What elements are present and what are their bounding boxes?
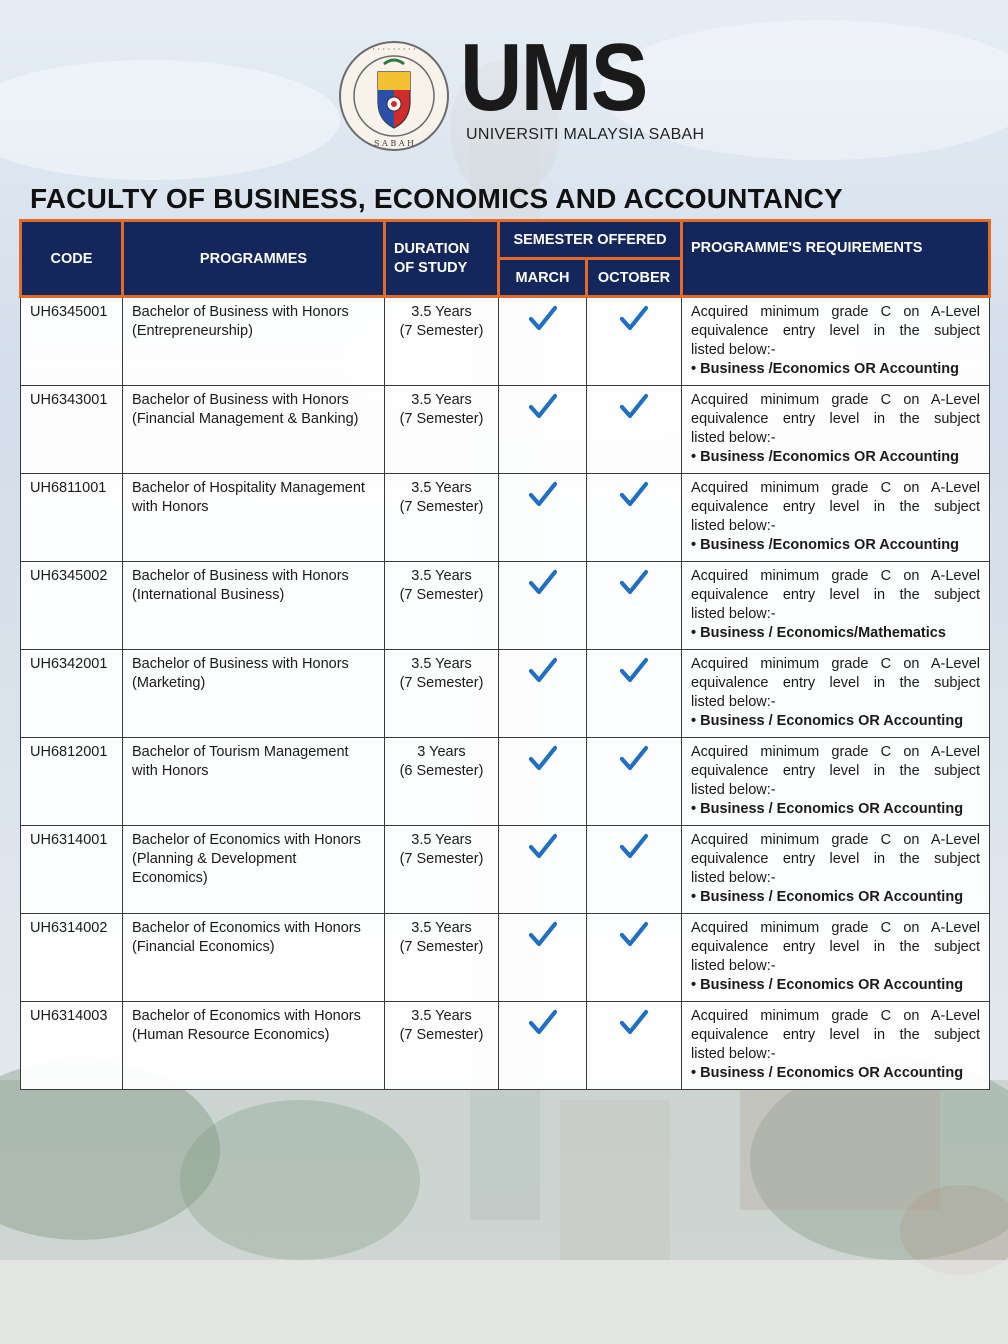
duration-years: 3.5 Years bbox=[411, 1008, 472, 1024]
october-checkmark-icon bbox=[619, 480, 649, 510]
programme-code: UH6345001 bbox=[21, 297, 123, 386]
duration-semesters: (7 Semester) bbox=[399, 587, 484, 603]
duration-semesters: (7 Semester) bbox=[399, 499, 484, 515]
march-checkmark-icon bbox=[528, 920, 558, 950]
requirement-line: equivalence entry level in the subject bbox=[691, 939, 981, 955]
requirement-line: equivalence entry level in the subject bbox=[691, 323, 981, 339]
programme-code: UH6812001 bbox=[21, 738, 123, 826]
required-subjects: • Business / Economics OR Accounting bbox=[691, 1065, 964, 1081]
header-duration-label: DURATION OF STUDY bbox=[394, 240, 470, 276]
table-row bbox=[21, 650, 990, 738]
programme-name: Bachelor of Hospitality Management with Honors bbox=[123, 474, 385, 562]
requirements-cell bbox=[682, 738, 990, 826]
requirement-line: listed below:- bbox=[691, 782, 776, 798]
requirement-line: listed below:- bbox=[691, 342, 776, 358]
header-october: OCTOBER bbox=[587, 259, 682, 297]
october-checkmark-icon bbox=[619, 1008, 649, 1038]
required-subjects: • Business /Economics OR Accounting bbox=[691, 449, 960, 465]
table-row bbox=[21, 914, 990, 1002]
march-offered-cell bbox=[499, 297, 587, 386]
requirement-line: Acquired minimum grade C on A-Level bbox=[691, 480, 981, 496]
requirement-line: equivalence entry level in the subject bbox=[691, 675, 981, 691]
table-row bbox=[21, 386, 990, 474]
table-row bbox=[21, 826, 990, 914]
october-checkmark-icon bbox=[619, 304, 649, 334]
october-offered-cell bbox=[587, 826, 682, 914]
requirement-line: listed below:- bbox=[691, 518, 776, 534]
october-offered-cell bbox=[587, 297, 682, 386]
requirement-line: Acquired minimum grade C on A-Level bbox=[691, 920, 981, 936]
october-offered-cell bbox=[587, 650, 682, 738]
required-subjects: • Business / Economics OR Accounting bbox=[691, 889, 964, 905]
requirement-line: listed below:- bbox=[691, 694, 776, 710]
requirement-line: equivalence entry level in the subject bbox=[691, 587, 981, 603]
duration-cell bbox=[385, 914, 499, 1002]
programme-name: Bachelor of Economics with Honors (Financial Economics) bbox=[123, 914, 385, 1002]
march-offered-cell bbox=[499, 826, 587, 914]
duration-semesters: (7 Semester) bbox=[399, 851, 484, 867]
programme-name: Bachelor of Business with Honors (Marketing) bbox=[123, 650, 385, 738]
header-semester-offered: SEMESTER OFFERED bbox=[499, 221, 682, 259]
october-checkmark-icon bbox=[619, 392, 649, 422]
october-checkmark-icon bbox=[619, 832, 649, 862]
requirement-line: listed below:- bbox=[691, 430, 776, 446]
svg-text:· · · · · · · · ·: · · · · · · · · · bbox=[372, 45, 416, 54]
ums-subtitle: UNIVERSITI MALAYSIA SABAH bbox=[466, 126, 705, 143]
faculty-title: FACULTY OF BUSINESS, ECONOMICS AND ACCOUNTANCY bbox=[30, 183, 843, 214]
duration-years: 3.5 Years bbox=[411, 568, 472, 584]
duration-cell bbox=[385, 738, 499, 826]
october-offered-cell bbox=[587, 1002, 682, 1090]
duration-years: 3.5 Years bbox=[411, 392, 472, 408]
svg-text:S A B A H: S A B A H bbox=[373, 139, 415, 148]
duration-years: 3.5 Years bbox=[411, 304, 472, 320]
programme-code: UH6811001 bbox=[21, 474, 123, 562]
required-subjects: • Business /Economics OR Accounting bbox=[691, 537, 960, 553]
programmes-table bbox=[19, 219, 991, 1090]
header-duration bbox=[385, 221, 499, 297]
header-code: CODE bbox=[21, 221, 123, 297]
requirement-line: listed below:- bbox=[691, 606, 776, 622]
march-offered-cell bbox=[499, 474, 587, 562]
march-offered-cell bbox=[499, 386, 587, 474]
requirements-cell bbox=[682, 297, 990, 386]
duration-years: 3.5 Years bbox=[411, 832, 472, 848]
programme-name: Bachelor of Economics with Honors (Human Resource Economics) bbox=[123, 1002, 385, 1090]
march-checkmark-icon bbox=[528, 304, 558, 334]
march-checkmark-icon bbox=[528, 744, 558, 774]
requirement-line: listed below:- bbox=[691, 1046, 776, 1062]
october-checkmark-icon bbox=[619, 656, 649, 686]
march-offered-cell bbox=[499, 738, 587, 826]
duration-years: 3.5 Years bbox=[411, 480, 472, 496]
programme-code: UH6342001 bbox=[21, 650, 123, 738]
required-subjects: • Business / Economics OR Accounting bbox=[691, 977, 964, 993]
requirement-line: equivalence entry level in the subject bbox=[691, 1027, 981, 1043]
header bbox=[0, 0, 1008, 180]
programme-name: Bachelor of Tourism Management with Honors bbox=[123, 738, 385, 826]
requirement-line: Acquired minimum grade C on A-Level bbox=[691, 656, 981, 672]
duration-years: 3 Years bbox=[417, 744, 466, 760]
march-offered-cell bbox=[499, 562, 587, 650]
october-offered-cell bbox=[587, 914, 682, 1002]
requirement-line: listed below:- bbox=[691, 870, 776, 886]
programme-name: Bachelor of Business with Honors (Entrepreneurship) bbox=[123, 297, 385, 386]
table-row bbox=[21, 474, 990, 562]
march-checkmark-icon bbox=[528, 1008, 558, 1038]
table-row bbox=[21, 562, 990, 650]
requirement-line: equivalence entry level in the subject bbox=[691, 763, 981, 779]
october-checkmark-icon bbox=[619, 568, 649, 598]
programme-code: UH6343001 bbox=[21, 386, 123, 474]
october-checkmark-icon bbox=[619, 920, 649, 950]
programme-code: UH6314003 bbox=[21, 1002, 123, 1090]
duration-cell bbox=[385, 562, 499, 650]
programme-code: UH6314002 bbox=[21, 914, 123, 1002]
duration-semesters: (7 Semester) bbox=[399, 323, 484, 339]
march-offered-cell bbox=[499, 914, 587, 1002]
requirements-cell bbox=[682, 562, 990, 650]
requirements-cell bbox=[682, 386, 990, 474]
requirement-line: Acquired minimum grade C on A-Level bbox=[691, 304, 981, 320]
duration-cell bbox=[385, 650, 499, 738]
october-offered-cell bbox=[587, 474, 682, 562]
march-checkmark-icon bbox=[528, 656, 558, 686]
october-offered-cell bbox=[587, 562, 682, 650]
october-offered-cell bbox=[587, 386, 682, 474]
duration-years: 3.5 Years bbox=[411, 656, 472, 672]
header-programmes: PROGRAMMES bbox=[123, 221, 385, 297]
header-march: MARCH bbox=[499, 259, 587, 297]
march-checkmark-icon bbox=[528, 480, 558, 510]
requirements-cell bbox=[682, 914, 990, 1002]
requirement-line: Acquired minimum grade C on A-Level bbox=[691, 1008, 981, 1024]
duration-semesters: (6 Semester) bbox=[399, 763, 484, 779]
march-offered-cell bbox=[499, 650, 587, 738]
required-subjects: • Business / Economics OR Accounting bbox=[691, 713, 964, 729]
requirements-cell bbox=[682, 474, 990, 562]
requirement-line: Acquired minimum grade C on A-Level bbox=[691, 568, 981, 584]
duration-cell bbox=[385, 297, 499, 386]
duration-semesters: (7 Semester) bbox=[399, 1027, 484, 1043]
required-subjects: • Business /Economics OR Accounting bbox=[691, 361, 960, 377]
programme-name: Bachelor of Business with Honors (Financial Management & Banking) bbox=[123, 386, 385, 474]
header-requirements: PROGRAMME'S REQUIREMENTS bbox=[682, 221, 990, 297]
programme-code: UH6314001 bbox=[21, 826, 123, 914]
programme-name: Bachelor of Economics with Honors (Planning & Development Economics) bbox=[123, 826, 385, 914]
march-checkmark-icon bbox=[528, 392, 558, 422]
october-offered-cell bbox=[587, 738, 682, 826]
requirement-line: Acquired minimum grade C on A-Level bbox=[691, 832, 981, 848]
requirements-cell bbox=[682, 826, 990, 914]
required-subjects: • Business / Economics/Mathematics bbox=[691, 625, 946, 641]
requirement-line: Acquired minimum grade C on A-Level bbox=[691, 392, 981, 408]
ums-wordmark: UMS bbox=[460, 24, 647, 131]
requirement-line: listed below:- bbox=[691, 958, 776, 974]
march-checkmark-icon bbox=[528, 832, 558, 862]
duration-semesters: (7 Semester) bbox=[399, 411, 484, 427]
table-row bbox=[21, 738, 990, 826]
programme-name: Bachelor of Business with Honors (International Business) bbox=[123, 562, 385, 650]
requirement-line: Acquired minimum grade C on A-Level bbox=[691, 744, 981, 760]
university-seal-icon bbox=[338, 40, 450, 152]
requirements-cell bbox=[682, 650, 990, 738]
table-row bbox=[21, 297, 990, 386]
march-offered-cell bbox=[499, 1002, 587, 1090]
october-checkmark-icon bbox=[619, 744, 649, 774]
requirement-line: equivalence entry level in the subject bbox=[691, 499, 981, 515]
duration-semesters: (7 Semester) bbox=[399, 675, 484, 691]
requirement-line: equivalence entry level in the subject bbox=[691, 851, 981, 867]
requirements-cell bbox=[682, 1002, 990, 1090]
duration-cell bbox=[385, 474, 499, 562]
requirement-line: equivalence entry level in the subject bbox=[691, 411, 981, 427]
duration-cell bbox=[385, 826, 499, 914]
duration-years: 3.5 Years bbox=[411, 920, 472, 936]
required-subjects: • Business / Economics OR Accounting bbox=[691, 801, 964, 817]
duration-cell bbox=[385, 386, 499, 474]
march-checkmark-icon bbox=[528, 568, 558, 598]
duration-cell bbox=[385, 1002, 499, 1090]
programmes-table-body bbox=[21, 297, 990, 1090]
table-row bbox=[21, 1002, 990, 1090]
programme-code: UH6345002 bbox=[21, 562, 123, 650]
duration-semesters: (7 Semester) bbox=[399, 939, 484, 955]
